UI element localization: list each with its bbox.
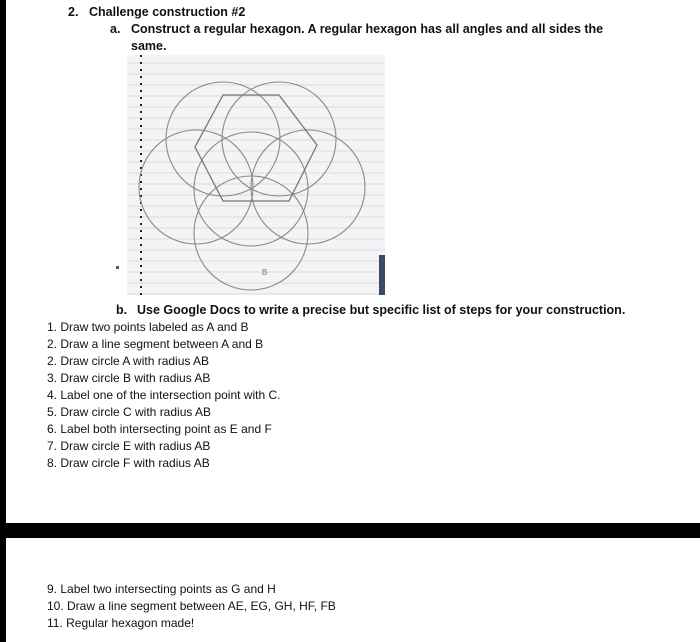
list-item: 11. Regular hexagon made! <box>47 616 195 630</box>
part-b-label: b. <box>116 303 128 317</box>
list-item: 2. Draw circle A with radius AB <box>47 354 210 368</box>
problem-number: 2. <box>68 5 79 19</box>
ruled-lines <box>127 63 385 294</box>
list-item: 4. Label one of the intersection point with C. <box>47 388 281 402</box>
bullet-mark <box>116 266 119 269</box>
list-item: 2. Draw a line segment between A and B <box>47 337 264 351</box>
part-a-label: a. <box>110 22 121 36</box>
list-item: 9. Label two intersecting points as G and H <box>47 582 276 596</box>
circle-e <box>139 130 253 244</box>
problem-title: Challenge construction #2 <box>89 5 246 19</box>
document-page-top <box>6 0 700 523</box>
list-item: 8. Draw circle F with radius AB <box>47 456 210 470</box>
document-page-bottom <box>6 538 700 642</box>
part-a-text: Construct a regular hexagon. A regular hexagon has all angles and all sides the <box>131 22 604 36</box>
list-item: 3. Draw circle B with radius AB <box>47 371 211 385</box>
list-item: 7. Draw circle E with radius AB <box>47 439 211 453</box>
list-item: 6. Label both intersecting point as E and F <box>47 422 272 436</box>
hexagon-construction-drawing <box>127 55 385 295</box>
list-item: 5. Draw circle C with radius AB <box>47 405 212 419</box>
construction-circles <box>139 82 365 290</box>
list-item: 1. Draw two points labeled as A and B <box>47 320 249 334</box>
point-label-b: B <box>262 268 268 277</box>
part-b-text: Use Google Docs to write a precise but specific list of steps for your construction. <box>137 303 626 317</box>
photo-edge-shadow <box>379 255 385 295</box>
list-item: 10. Draw a line segment between AE, EG, GH, HF, FB <box>47 599 336 613</box>
hexagon-construction-photo <box>127 55 385 295</box>
part-a-text-continued: same. <box>131 39 167 53</box>
